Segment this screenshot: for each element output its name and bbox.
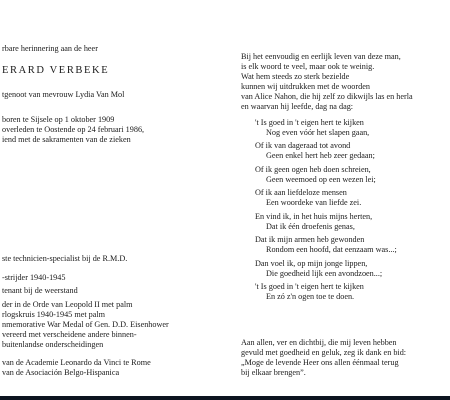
career-line: der in de Orde van Leopold II met palm bbox=[2, 300, 133, 309]
closing-line: Aan allen, ver en dichtbij, die mij leven hebben bbox=[241, 338, 397, 347]
poem-line: Die goedheid lijk een avondzoen...; bbox=[266, 269, 383, 278]
career-line: rlogskruis 1940-1945 met palm bbox=[2, 310, 106, 319]
career-line: tenant bij de weerstand bbox=[2, 286, 78, 295]
intro-line: is elk woord te veel, maar ook te weinig. bbox=[241, 62, 375, 71]
intro-line: Bij het eenvoudig en eerlijk leven van deze man, bbox=[241, 52, 401, 61]
poem-line: Dat ik één droefenis genas, bbox=[266, 222, 355, 231]
poem-line: Of ik aan liefdeloze mensen bbox=[255, 188, 347, 197]
career-line: van de Asociación Belgo-Hispanica bbox=[2, 368, 120, 377]
intro-line: en waarvan hij leefde, dag na dag: bbox=[241, 102, 354, 111]
bio-birth: boren te Sijsele op 1 oktober 1909 bbox=[2, 115, 115, 124]
bottom-border bbox=[0, 396, 450, 400]
poem-line: Rondom een hoofd, dat eenzaam was...; bbox=[266, 245, 397, 254]
poem-line: En vind ik, in het huis mijns herten, bbox=[255, 212, 373, 221]
career-line: buitenlandse onderscheidingen bbox=[2, 340, 104, 349]
poem-line: Of ik geen ogen heb doen schreien, bbox=[255, 165, 371, 174]
poem-line: Een woordeke van liefde zei. bbox=[266, 198, 362, 207]
bio-death: overleden te Oostende op 24 februari 1986, bbox=[2, 125, 145, 134]
right-column bbox=[228, 0, 450, 400]
poem-line: Of ik van dageraad tot avond bbox=[255, 141, 351, 150]
intro-line: van Alice Nahon, die hij zelf zo dikwijls las en herla bbox=[241, 92, 413, 101]
career-line: nmemorative War Medal of Gen. D.D. Eisenhower bbox=[2, 320, 169, 329]
poem-line: En zó z'n ogen toe te doen. bbox=[266, 292, 355, 301]
closing-line: gevuld met goedheid en geluk, zeg ik dank en bid: bbox=[241, 348, 407, 357]
intro-line: Wat hem steeds zo sterk bezielde bbox=[241, 72, 350, 81]
closing-line: bij elkaar brengen”. bbox=[241, 368, 306, 377]
intro-line: kunnen wij uitdrukken met de woorden bbox=[241, 82, 370, 91]
poem-line: Geen weemoed op een wezen lei; bbox=[266, 175, 376, 184]
career-line: ste technicien-specialist bij de R.M.D. bbox=[2, 254, 128, 263]
deceased-name: ERARD VERBEKE bbox=[2, 65, 110, 76]
dedication-header: rbare herinnering aan de heer bbox=[2, 44, 98, 53]
poem-line: Dat ik mijn armen heb gewonden bbox=[255, 235, 365, 244]
bio-sacraments: iend met de sakramenten van de zieken bbox=[2, 135, 131, 144]
career-line: vereerd met verscheidene andere binnen- bbox=[2, 330, 137, 339]
poem-line: Dan voel ik, op mijn jonge lippen, bbox=[255, 259, 368, 268]
poem-line: Nog even vóór het slapen gaan, bbox=[266, 128, 370, 137]
bio-spouse: tgenoot van mevrouw Lydia Van Mol bbox=[2, 90, 125, 99]
closing-line: „Moge de levende Heer ons allen éénmaal terug bbox=[241, 358, 399, 367]
poem-line: 't Is goed in 't eigen hert te kijken bbox=[255, 118, 364, 127]
poem-line: 't Is goed in 't eigen hert te kijken bbox=[255, 282, 364, 291]
career-line: -strijder 1940-1945 bbox=[2, 273, 66, 282]
career-line: van de Academie Leonardo da Vinci te Rome bbox=[2, 358, 151, 367]
poem-line: Geen enkel hert heb zeer gedaan; bbox=[266, 151, 375, 160]
